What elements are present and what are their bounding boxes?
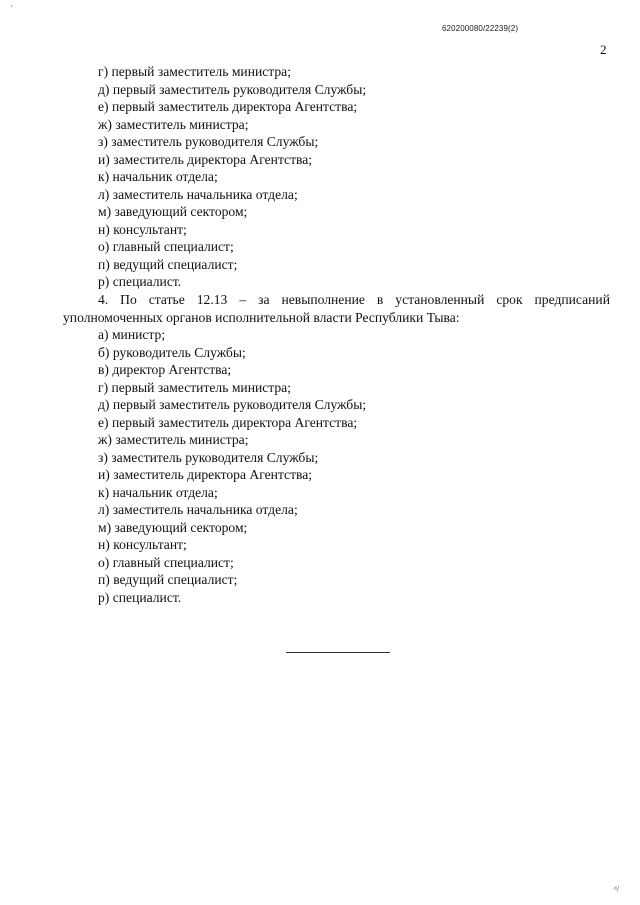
document-code: 620200080/22239(2)	[442, 24, 519, 33]
list-item: и) заместитель директора Агентства;	[98, 151, 313, 167]
scan-mark-bottom: ᵈ/	[614, 884, 620, 894]
list-item: е) первый заместитель директора Агентства;	[98, 99, 358, 114]
list-item: а) министр;	[98, 327, 166, 342]
list-item: г) первый заместитель министра;	[98, 64, 291, 79]
list-item: и) заместитель директора Агентства;	[98, 467, 313, 482]
list-item: о) главный специалист;	[98, 239, 234, 254]
list-item: к) начальник отдела;	[98, 169, 218, 184]
page-number: 2	[600, 42, 607, 57]
list-item: ж) заместитель министра;	[98, 116, 249, 132]
list-item: м) заведующий сектором;	[98, 519, 248, 535]
list-item: з) заместитель руководителя Службы;	[98, 134, 319, 149]
list-item: п) ведущий специалист;	[98, 572, 238, 587]
list-item: е) первый заместитель директора Агентства;	[98, 414, 358, 430]
article-paragraph	[63, 291, 610, 326]
list-item: л) заместитель начальника отдела;	[98, 186, 298, 202]
list-item: л) заместитель начальника отдела;	[98, 502, 298, 517]
list-item: з) заместитель руководителя Службы;	[98, 449, 319, 465]
paragraph-line-1: 4. По статье 12.13 – за невыполнение в установленный срок предписаний	[98, 292, 610, 307]
closing-rule	[286, 652, 390, 653]
list-item: д) первый заместитель руководителя Службы;	[98, 81, 367, 97]
list-item: г) первый заместитель министра;	[98, 379, 291, 395]
list-item: о) главный специалист;	[98, 554, 234, 570]
scan-mark-top: `	[10, 4, 13, 14]
list-item: п) ведущий специалист;	[98, 256, 238, 272]
position-list	[98, 326, 608, 606]
list-item: м) заведующий сектором;	[98, 204, 248, 219]
paragraph-line-2: уполномоченных органов исполнительной власти Республики Тыва:	[63, 309, 460, 325]
list-item: р) специалист.	[98, 589, 182, 605]
list-item: б) руководитель Службы;	[98, 344, 246, 360]
list-item: н) консультант;	[98, 221, 187, 237]
list-item: н) консультант;	[98, 537, 187, 552]
list-item: к) начальник отдела;	[98, 484, 218, 500]
list-item: д) первый заместитель руководителя Службы;	[98, 397, 367, 412]
list-item: ж) заместитель министра;	[98, 432, 249, 447]
position-list-continued	[98, 63, 608, 291]
list-item: в) директор Агентства;	[98, 362, 232, 377]
list-item: р) специалист.	[98, 274, 182, 289]
